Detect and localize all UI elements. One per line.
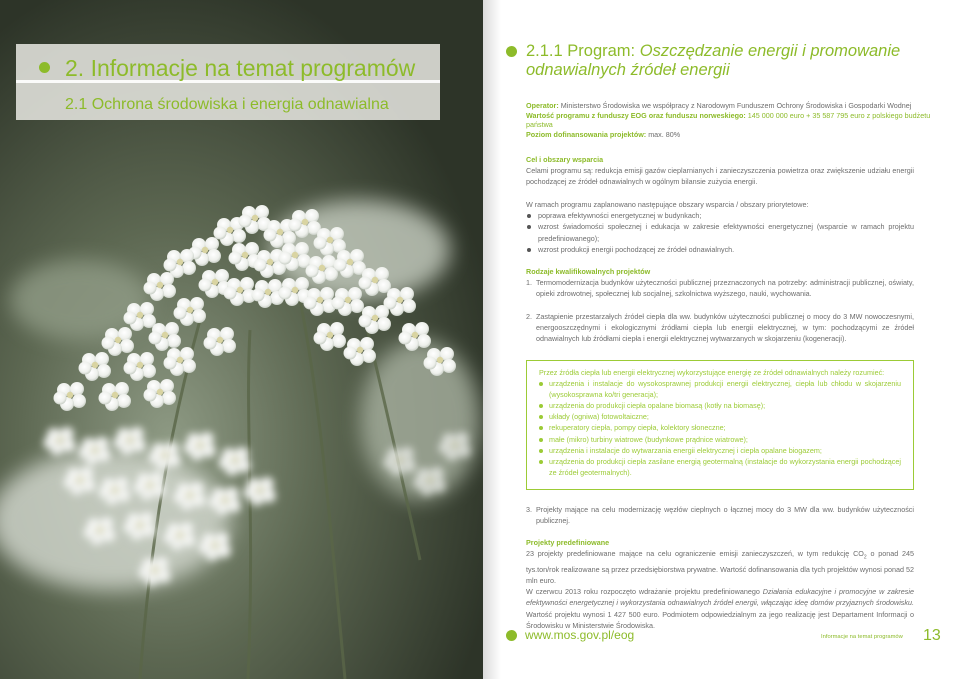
footer-section-label: Informacje na temat programów <box>821 634 903 640</box>
list-item: wzrost świadomości społecznej i edukacja w zakresie efektywności energetycznej (wsparcie w ramach projektu predefiniowanego); <box>526 221 914 243</box>
list-item: urządzenia do produkcji ciepła opalane biomasą (kotły na biomasę); <box>539 400 901 411</box>
areas-intro: W ramach programu zaplanowano następujące obszary wsparcia / obszary priorytetowe: <box>526 200 809 209</box>
list-item: urządzenia i instalacje do wytwarzania energii elektrycznej i ciepła opalane biogazem; <box>539 445 901 456</box>
areas-list <box>526 210 914 255</box>
page-fold-shadow <box>483 0 501 679</box>
chapter-title: 2. Informacje na temat programów <box>65 55 416 81</box>
right-page <box>483 0 960 679</box>
green-bullet-icon <box>39 62 50 73</box>
box-intro: Przez źródła ciepła lub energii elektrycznej wykorzystujące energię ze źródeł odnawialnych należy rozumieć: <box>539 368 885 377</box>
renewable-sources-box <box>526 360 914 490</box>
list-item: urządzenia do produkcji ciepła zasilane energią geotermalną (instalacje do wykorzystania energii pochodzącej ze źródeł geotermalnych). <box>539 456 901 478</box>
predefined-heading: Projekty predefiniowane <box>526 538 610 547</box>
project-item-2: 2. Zastąpienie przestarzałych źródeł ciepła dla ww. budynków użyteczności publicznej o mocy do 3 MW nowoczesnymi, energooszczędnymi i ekologicznymi źródłami ciepła lub energii elektrycznej, w tym: pochodzącymi ze źródeł odnawialnych lub źródłami ciepła i energii elektrycznej wytwarzanych w skojarzeniu (kogeneracji). <box>526 312 914 344</box>
goals-heading: Cel i obszary wsparcia <box>526 155 604 164</box>
predefined-section <box>526 537 914 631</box>
list-item: poprawa efektywności energetycznej w budynkach; <box>526 210 914 221</box>
project-item-3: 3. Projekty mające na celu modernizację węzłów cieplnych o łącznej mocy do 3 MW dla ww. budynków użyteczności publicznej. <box>526 505 914 526</box>
program-title-prefix: 2.1.1 Program: <box>526 42 640 60</box>
predefined-paragraph-2: W czerwcu 2013 roku rozpoczęto wdrażanie projektu predefiniowanego Działania edukacyjne i promocyjne w zakresie efektywności energetycznej i wykorzystania odnawialnych źródeł energii, włączając ideę domów przyjaznych środowisku. Wartość projektu wynosi 1 427 500 euro. Podmiotem odpowiedzialnym za jego realizację jest Departament Informacji o Środowisku w Ministerstwie Środowiska. <box>526 587 914 630</box>
projects-section <box>526 266 914 300</box>
meta-cofinancing: Poziom dofinansowania projektów: max. 80% <box>526 129 681 139</box>
green-bullet-icon <box>506 46 517 57</box>
box-list <box>539 378 901 478</box>
list-item: układy (ogniwa) fotowoltaiczne; <box>539 411 901 422</box>
list-item: rekuperatory ciepła, pompy ciepła, kolektory słoneczne; <box>539 422 901 433</box>
list-item: urządzenia i instalacje do wysokosprawnej produkcji energii elektrycznej, ciepła lub chłodu w skojarzeniu (wysokosprawna ko/tri generacja); <box>539 378 901 400</box>
goals-section <box>526 154 914 188</box>
program-title <box>526 42 926 80</box>
meta-value: Wartość programu z funduszy EOG oraz funduszu norweskiego: 145 000 000 euro + 35 587 795 euro z polskiego budżetu państwa <box>526 110 931 130</box>
project-item-1: 1. Termomodernizacja budynków użyteczności publicznej przeznaczonych na potrzeby: administracji publicznej, oświaty, opieki zdrowotnej, społecznej lub socjalnej, szkolnictwa wyższego, nauki, wychowania. <box>526 278 914 299</box>
program-title-name: Oszczędzanie energii i promowanie odnawialnych źródeł energii <box>526 42 901 79</box>
list-item: wzrost produkcji energii pochodzącej ze źródeł odnawialnych. <box>526 244 914 255</box>
projects-heading: Rodzaje kwalifikowalnych projektów <box>526 267 651 276</box>
footer-website-link[interactable]: www.mos.gov.pl/eog <box>525 628 635 642</box>
meta-operator: Operator: Ministerstwo Środowiska we współpracy z Narodowym Funduszem Ochrony Środowiska i Gospodarki Wodnej <box>526 101 912 110</box>
list-item: małe (mikro) turbiny wiatrowe (budynkowe prądnice wiatrowe); <box>539 434 901 445</box>
page-number: 13 <box>923 627 941 644</box>
program-meta <box>526 101 946 139</box>
goals-text: Celami programu są: redukcja emisji gazów cieplarnianych i zanieczyszczenia powietrza oraz zwiększenie udziału energii pochodzącej ze źródeł odnawialnych w ogólnym bilansie zużycia energii. <box>526 166 914 187</box>
areas-section <box>526 199 914 255</box>
chapter-subtitle: 2.1 Ochrona środowiska i energia odnawialna <box>65 96 389 113</box>
green-bullet-icon <box>506 630 517 641</box>
predefined-paragraph-1: 23 projekty predefiniowane mające na celu ograniczenie emisji zanieczyszczeń, w tym redukcję $CO_2$ o ponad 245 tys.ton/rok realizowane są przez przedsiębiorstwa prywatne. Wartość dofinansowania dla tych projektów wynosi ponad 52 mln euro. <box>526 549 914 586</box>
